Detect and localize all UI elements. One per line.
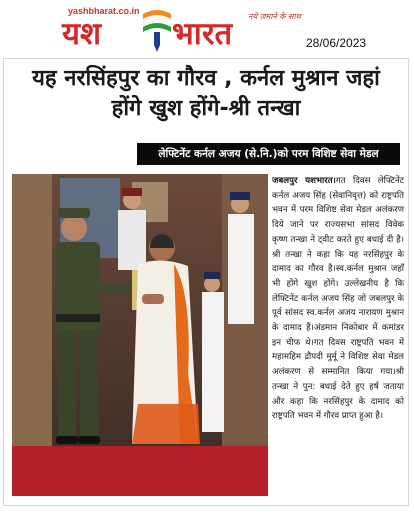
award-ceremony-photo [12,174,268,496]
photo-illustration [12,174,268,496]
brand-name-right: भारत [172,16,233,52]
brand-name-left: यश [62,16,102,52]
subheadline: लेफ्टिनेंट कर्नल अजय (से.नि.)को परम विशिष्ट सेवा मेडल [158,148,379,160]
article-text: गत दिवस लेफ्टिनेंट कर्नल अजय सिंह (सेवानिवृत्त) को राष्ट्रपति भवन में परम विशिष्ट सेवा मेडल अलंकरण दिये जाने पर राज्यसभा सांसद विवेक कृष्ण तन्खा ने ट्वीट करते हुए बधाई दी है।श्री तन्खा ने कहा कि यह नरसिंहपुर के दामाद का गौरव है।स्व.कर्नल मुश्रान जहाँ भी होंगे खुश होंगे। उल्लेखनीय है कि लेफ्टिनेंट कर्नल अजय सिंह जो जबलपुर के पूर्व सांसद स्व.कर्नल अजय नारायण मुश्रान के दामाद हैं।अंडमान निकोबार में कमांडर इन चीफ थे।गत दिवस राष्ट्रपति भवन में महामहिम द्रौपदी मुर्मू ने विशिष्ट सेवा मेडल अलंकरण से सम्मानित किया गया।श्री तन्खा ने पुन: बधाई देते हुए हर्ष जताया और कहा कि नरसिंहपुर के दामाद को राष्ट्रपति भवन में गौरव प्राप्त हुआ है। [272,176,404,422]
article-headline: यह नरसिंहपुर का गौरव , कर्नल मुश्रान जहां होंगे खुश होंगे-श्री तन्खा [32,66,380,121]
subheadline-bar [137,143,400,165]
flag-pen-emblem-icon [140,4,174,52]
masthead [0,0,414,58]
article-body [272,174,404,424]
tagline: नये ज़माने के साथ [248,12,301,21]
dateline: जबलपुर यशभारत। [272,176,336,186]
publication-date: 28/06/2023 [306,36,367,50]
site-url[interactable]: yashbharat.co.in [68,6,140,16]
